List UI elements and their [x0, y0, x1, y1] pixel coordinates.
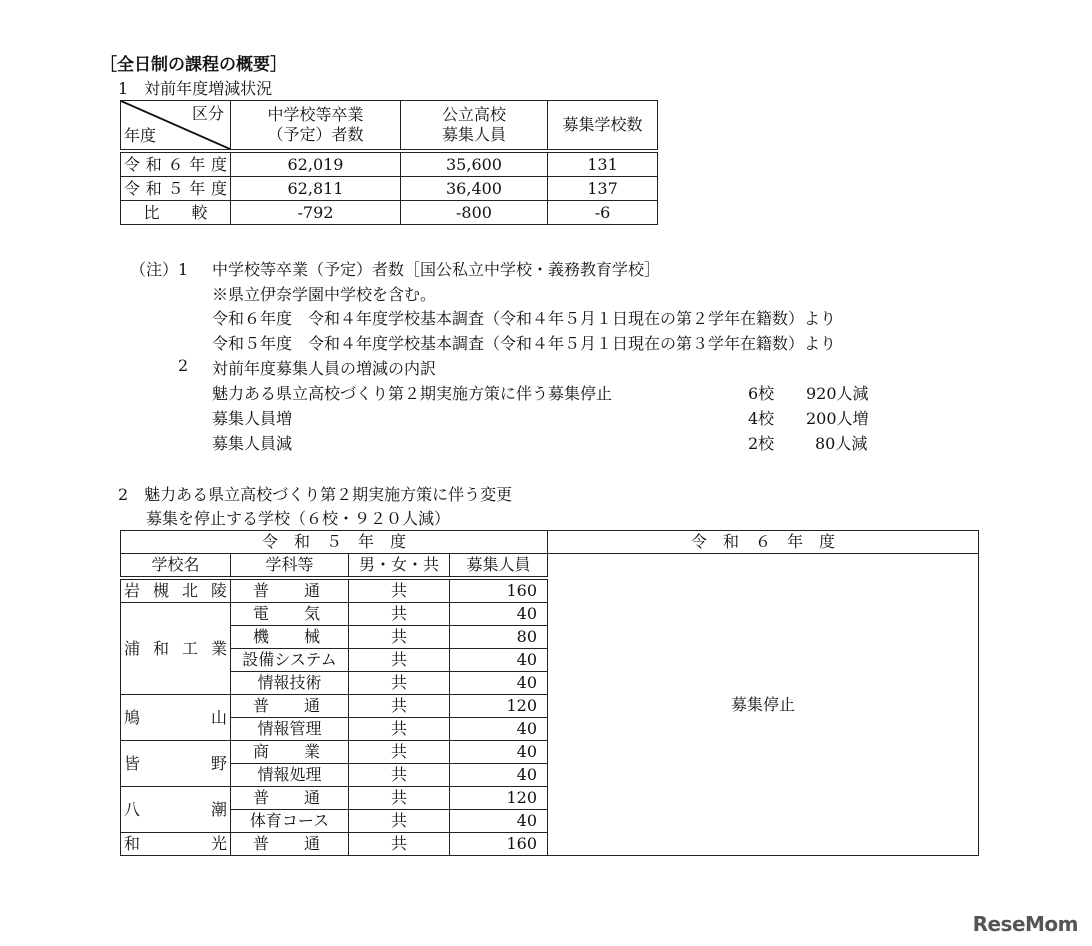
note1-sub2: 令和６年度 令和４年度学校基本調査（令和４年５月１日現在の第２学年在籍数）より — [212, 309, 837, 328]
table-row — [121, 177, 658, 201]
school-name: 皆野 — [121, 741, 231, 787]
note2-prefix: 2 — [178, 356, 189, 375]
department: 普通 — [231, 833, 349, 856]
section2-subtitle: 募集を停止する学校（６校・９２０人減） — [146, 509, 451, 528]
gender: 共 — [349, 833, 450, 856]
department: 情報管理 — [231, 718, 349, 741]
schools-header: 募集学校数 — [548, 101, 658, 152]
department: 普通 — [231, 578, 349, 603]
suspended-schools-table — [120, 530, 979, 856]
graduates-value: -792 — [231, 201, 401, 225]
capacity-header-line1: 公立高校 — [441, 105, 506, 124]
note2-text: 対前年度募集人員の増減の内訳 — [212, 359, 437, 378]
gender: 共 — [349, 578, 450, 603]
school-name: 浦和工業 — [121, 603, 231, 695]
breakdown-schools: 2校 — [748, 434, 775, 453]
capacity-value: 36,400 — [401, 177, 548, 201]
graduates-header-line1: 中学校等卒業 — [267, 105, 364, 124]
year6-status: 募集停止 — [548, 554, 979, 856]
department: 機械 — [231, 626, 349, 649]
diagonal-header-cell — [121, 101, 231, 152]
breakdown-schools: 6校 — [748, 384, 775, 403]
document-heading: ［全日制の課程の概要］ — [100, 55, 287, 75]
breakdown-label: 募集人員減 — [212, 434, 293, 453]
gender: 共 — [349, 649, 450, 672]
school-name: 和光 — [121, 833, 231, 856]
row-label: 令和５年度 — [121, 177, 231, 201]
section2-title: 2 魅力ある県立高校づくり第２期実施方策に伴う変更 — [118, 485, 513, 504]
gender: 共 — [349, 787, 450, 810]
schools-value: 131 — [548, 151, 658, 177]
gender-header: 男・女・共 — [349, 554, 450, 579]
gender: 共 — [349, 672, 450, 695]
note1-prefix: （注）1 — [130, 260, 189, 279]
gender: 共 — [349, 810, 450, 833]
capacity-value: 120 — [450, 787, 548, 810]
gender: 共 — [349, 764, 450, 787]
capacity-value: 40 — [450, 810, 548, 833]
capacity-header: 募集人員 — [450, 554, 548, 579]
breakdown-schools: 4校 — [748, 409, 775, 428]
category-label: 区分 — [191, 104, 224, 123]
school-name: 岩槻北陵 — [121, 578, 231, 603]
school-name-header: 学校名 — [121, 554, 231, 579]
graduates-header — [231, 101, 401, 152]
capacity-value: 40 — [450, 603, 548, 626]
breakdown-change: 80人減 — [815, 434, 868, 453]
department: 情報技術 — [231, 672, 349, 695]
row-label: 令和６年度 — [121, 151, 231, 177]
school-name: 鳩山 — [121, 695, 231, 741]
gender: 共 — [349, 626, 450, 649]
capacity-value: 35,600 — [401, 151, 548, 177]
table-row — [121, 151, 658, 177]
capacity-value: 160 — [450, 833, 548, 856]
department-header: 学科等 — [231, 554, 349, 579]
section1-title: 1 対前年度増減状況 — [118, 79, 273, 98]
resemom-logo: ReseMom — [972, 912, 1078, 936]
gender: 共 — [349, 741, 450, 764]
schools-value: 137 — [548, 177, 658, 201]
note1-text: 中学校等卒業（予定）者数［国公私立中学校・義務教育学校］ — [212, 260, 661, 279]
department: 普通 — [231, 787, 349, 810]
capacity-value: 120 — [450, 695, 548, 718]
capacity-value: 160 — [450, 578, 548, 603]
breakdown-label: 募集人員増 — [212, 409, 293, 428]
capacity-value: 80 — [450, 626, 548, 649]
gender: 共 — [349, 695, 450, 718]
department: 情報処理 — [231, 764, 349, 787]
capacity-header — [401, 101, 548, 152]
year-comparison-table — [120, 100, 658, 225]
capacity-value: 40 — [450, 764, 548, 787]
capacity-value: 40 — [450, 741, 548, 764]
department: 電気 — [231, 603, 349, 626]
graduates-value: 62,811 — [231, 177, 401, 201]
department: 普通 — [231, 695, 349, 718]
capacity-value: 40 — [450, 672, 548, 695]
row-label: 比 較 — [121, 201, 231, 225]
graduates-header-line2: （予定）者数 — [267, 125, 364, 144]
gender: 共 — [349, 603, 450, 626]
note1-sub1: ※県立伊奈学園中学校を含む。 — [212, 285, 437, 304]
department: 設備システム — [231, 649, 349, 672]
department: 商業 — [231, 741, 349, 764]
capacity-value: 40 — [450, 718, 548, 741]
gender: 共 — [349, 718, 450, 741]
year-label: 年度 — [124, 126, 157, 145]
year5-header: 令 和 ５ 年 度 — [121, 531, 548, 554]
graduates-value: 62,019 — [231, 151, 401, 177]
capacity-value: -800 — [401, 201, 548, 225]
capacity-value: 40 — [450, 649, 548, 672]
schools-value: -6 — [548, 201, 658, 225]
year6-header: 令 和 ６ 年 度 — [548, 531, 979, 554]
breakdown-change: 200人増 — [806, 409, 869, 428]
breakdown-label: 魅力ある県立高校づくり第２期実施方策に伴う募集停止 — [212, 384, 613, 403]
breakdown-change: 920人減 — [806, 384, 869, 403]
school-name: 八潮 — [121, 787, 231, 833]
department: 体育コース — [231, 810, 349, 833]
capacity-header-line2: 募集人員 — [441, 125, 506, 144]
note1-sub3: 令和５年度 令和４年度学校基本調査（令和４年５月１日現在の第３学年在籍数）より — [212, 334, 837, 353]
table-row — [121, 201, 658, 225]
